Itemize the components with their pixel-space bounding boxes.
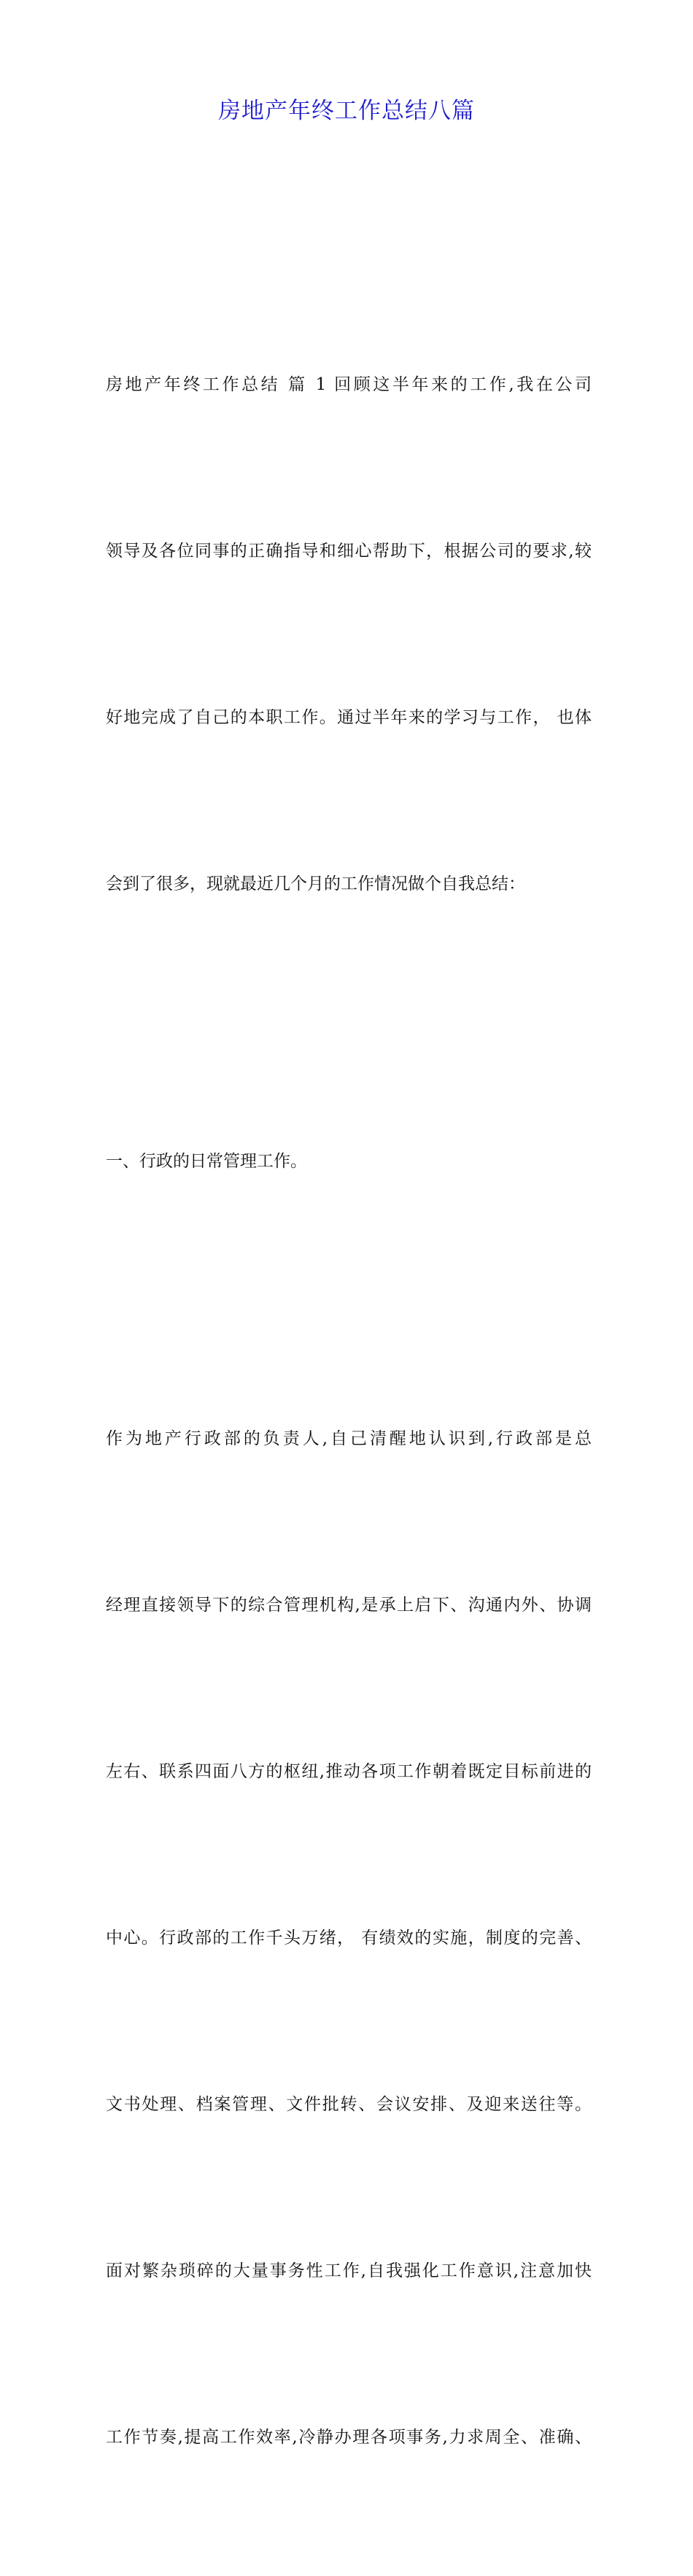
text-line: 会到了很多，现就最近几个月的工作情况做个自我总结： xyxy=(106,874,525,893)
text-line: 作为地产行政部的负责人,自己清醒地认识到,行政部是总 xyxy=(106,1429,592,1448)
paragraph-1 xyxy=(106,246,592,1023)
text-line: 好地完成了自己的本职工作。通过半年来的学习与工作， 也体 xyxy=(106,708,592,727)
paragraph-2-heading xyxy=(106,1023,592,1300)
text-line: 工作节奏,提高工作效率,冷静办理各项事务,力求周全、准确、 xyxy=(106,2428,592,2447)
text-line: 经理直接领导下的综合管理机构,是承上启下、沟通内外、协调 xyxy=(106,1596,592,1615)
text-line: 左右、联系四面八方的枢纽,推动各项工作朝着既定目标前进的 xyxy=(106,1762,592,1781)
text-line: 中心。行政部的工作千头万绪， 有绩效的实施，制度的完善、 xyxy=(106,1929,592,1948)
document-title: 房地产年终工作总结八篇 xyxy=(218,98,475,124)
text-line: 文书处理、档案管理、文件批转、会议安排、及迎来送往等。 xyxy=(106,2095,592,2114)
paragraph-3 xyxy=(106,1300,592,2576)
text-line: 领导及各位同事的正确指导和细心帮助下，根据公司的要求,较 xyxy=(106,542,592,561)
text-line: 面对繁杂琐碎的大量事务性工作,自我强化工作意识,注意加快 xyxy=(106,2261,592,2280)
document-body xyxy=(106,246,592,2576)
text-line: 房地产年终工作总结 篇 1 回顾这半年来的工作,我在公司 xyxy=(106,375,592,394)
section-heading: 一、行政的日常管理工作。 xyxy=(106,1152,307,1171)
